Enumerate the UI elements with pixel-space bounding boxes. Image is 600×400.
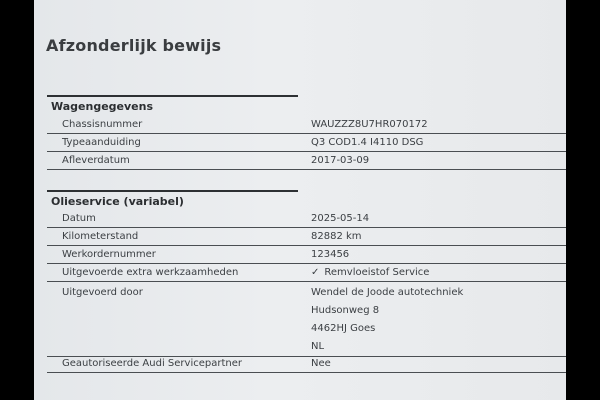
row-value: 123456 bbox=[311, 249, 350, 260]
section-divider bbox=[47, 95, 298, 97]
section-divider bbox=[47, 190, 298, 192]
table-row-performed-by bbox=[47, 284, 566, 357]
row-label: Kilometerstand bbox=[62, 231, 139, 242]
row-label: Chassisnummer bbox=[62, 119, 143, 130]
performed-by-country: NL bbox=[311, 341, 325, 352]
table-row-delivery-date bbox=[47, 152, 566, 170]
section-heading-vehicle: Wagengegevens bbox=[51, 100, 154, 113]
table-row-type bbox=[47, 134, 566, 152]
row-value: 2025-05-14 bbox=[311, 213, 370, 224]
table-row-extra-work bbox=[47, 264, 566, 282]
checkmark-icon: ✓ bbox=[311, 267, 320, 278]
row-value bbox=[311, 267, 429, 278]
row-label: Werkordernummer bbox=[62, 249, 156, 260]
performed-by-street: Hudsonweg 8 bbox=[311, 305, 380, 316]
row-value: Nee bbox=[311, 358, 331, 369]
row-value: 82882 km bbox=[311, 231, 362, 242]
document-sheet bbox=[34, 0, 566, 400]
row-label: Uitgevoerd door bbox=[62, 287, 143, 298]
row-label: Afleverdatum bbox=[62, 155, 130, 166]
performed-by-name: Wendel de Joode autotechniek bbox=[311, 287, 464, 298]
row-value: 2017-03-09 bbox=[311, 155, 370, 166]
row-label: Typeaanduiding bbox=[62, 137, 141, 148]
table-row-partner bbox=[47, 355, 566, 373]
row-label: Geautoriseerde Audi Servicepartner bbox=[62, 358, 242, 369]
performed-by-city: 4462HJ Goes bbox=[311, 323, 376, 334]
table-row-mileage bbox=[47, 228, 566, 246]
row-label: Datum bbox=[62, 213, 96, 224]
row-value: Q3 COD1.4 I4110 DSG bbox=[311, 137, 424, 148]
section-heading-service: Olieservice (variabel) bbox=[51, 195, 184, 208]
row-label: Uitgevoerde extra werkzaamheden bbox=[62, 267, 239, 278]
table-row-chassis bbox=[47, 116, 566, 134]
row-value: WAUZZZ8U7HR070172 bbox=[311, 119, 428, 130]
page-title: Afzonderlijk bewijs bbox=[46, 36, 222, 55]
extra-work-value: Remvloeistof Service bbox=[324, 267, 430, 278]
table-row-order-number bbox=[47, 246, 566, 264]
table-row-date bbox=[47, 210, 566, 228]
